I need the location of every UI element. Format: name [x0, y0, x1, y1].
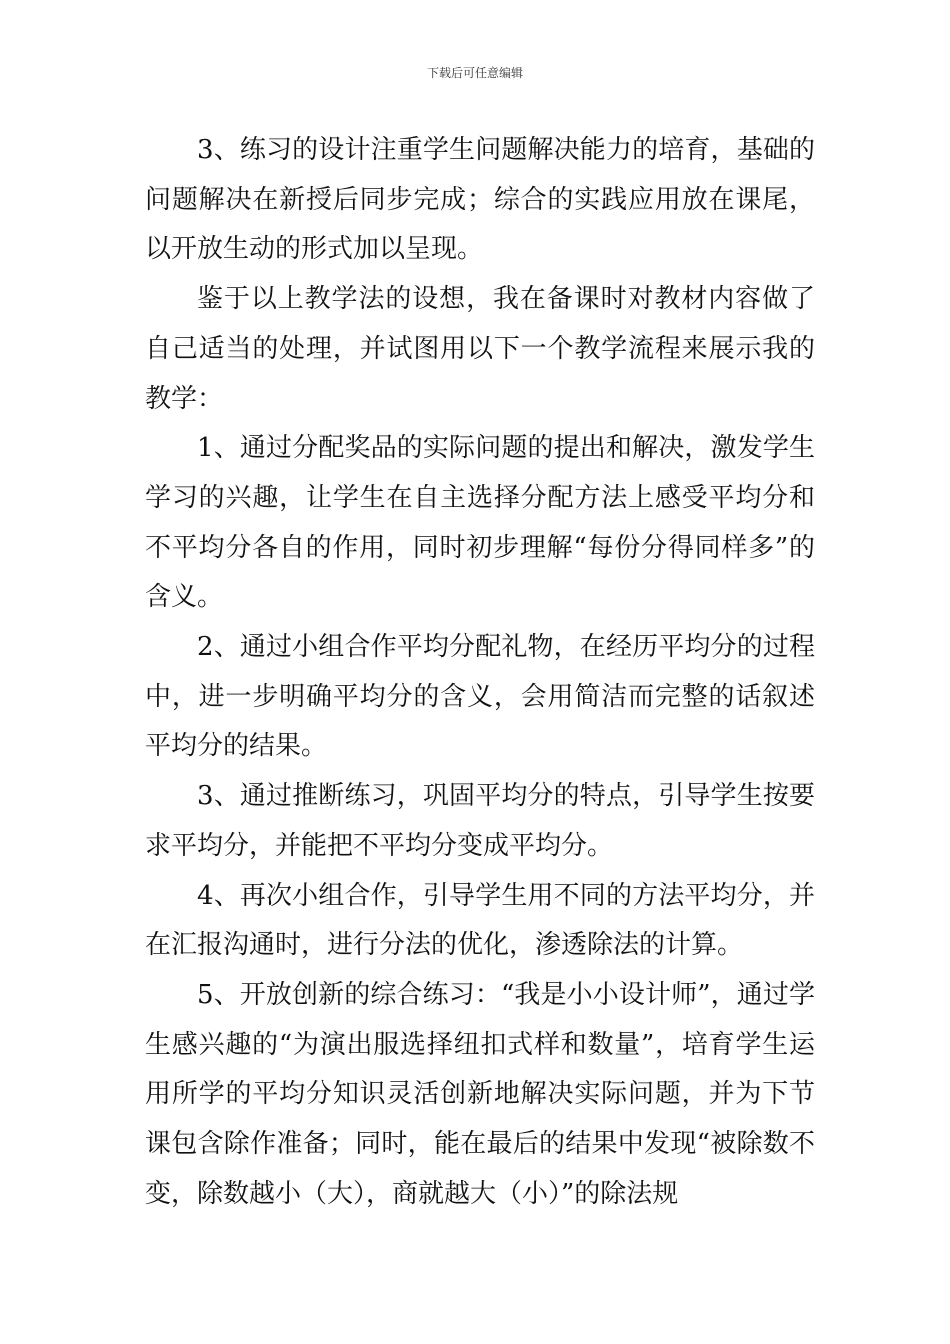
paragraph-step-5: 5、开放创新的综合练习：“我是小小设计师”，通过学生感兴趣的“为演出服选择纽扣式样和数量”，培育学生运用所学的平均分知识灵活创新地解决实际问题，并为下节课包含除作准备；同时，能在最后的结果中发现“被除数不变，除数越小（大），商就越大（小）”的除法规 [145, 979, 815, 1209]
paragraph-step-4: 4、再次小组合作，引导学生用不同的方法平均分，并在汇报沟通时，进行分法的优化，渗透除法的计算。 [145, 880, 815, 961]
document-body [145, 126, 815, 1219]
paragraph-practice-design: 3、练习的设计注重学生问题解决能力的培育，基础的问题解决在新授后同步完成；综合的实践应用放在课尾，以开放生动的形式加以呈现。 [145, 135, 815, 265]
paragraph-step-2: 2、通过小组合作平均分配礼物，在经历平均分的过程中，进一步明确平均分的含义，会用简洁而完整的话叙述平均分的结果。 [145, 632, 815, 762]
page-header: 下载后可任意编辑 [426, 66, 523, 80]
paragraph-step-1: 1、通过分配奖品的实际问题的提出和解决，激发学生学习的兴趣，让学生在自主选择分配方法上感受平均分和不平均分各自的作用，同时初步理解“每份分得同样多”的含义。 [145, 433, 815, 613]
paragraph-step-3: 3、通过推断练习，巩固平均分的特点，引导学生按要求平均分，并能把不平均分变成平均分。 [145, 781, 815, 861]
paragraph-teaching-plan-intro: 鉴于以上教学法的设想，我在备课时对教材内容做了自己适当的处理，并试图用以下一个教学流程来展示我的教学： [145, 284, 815, 414]
